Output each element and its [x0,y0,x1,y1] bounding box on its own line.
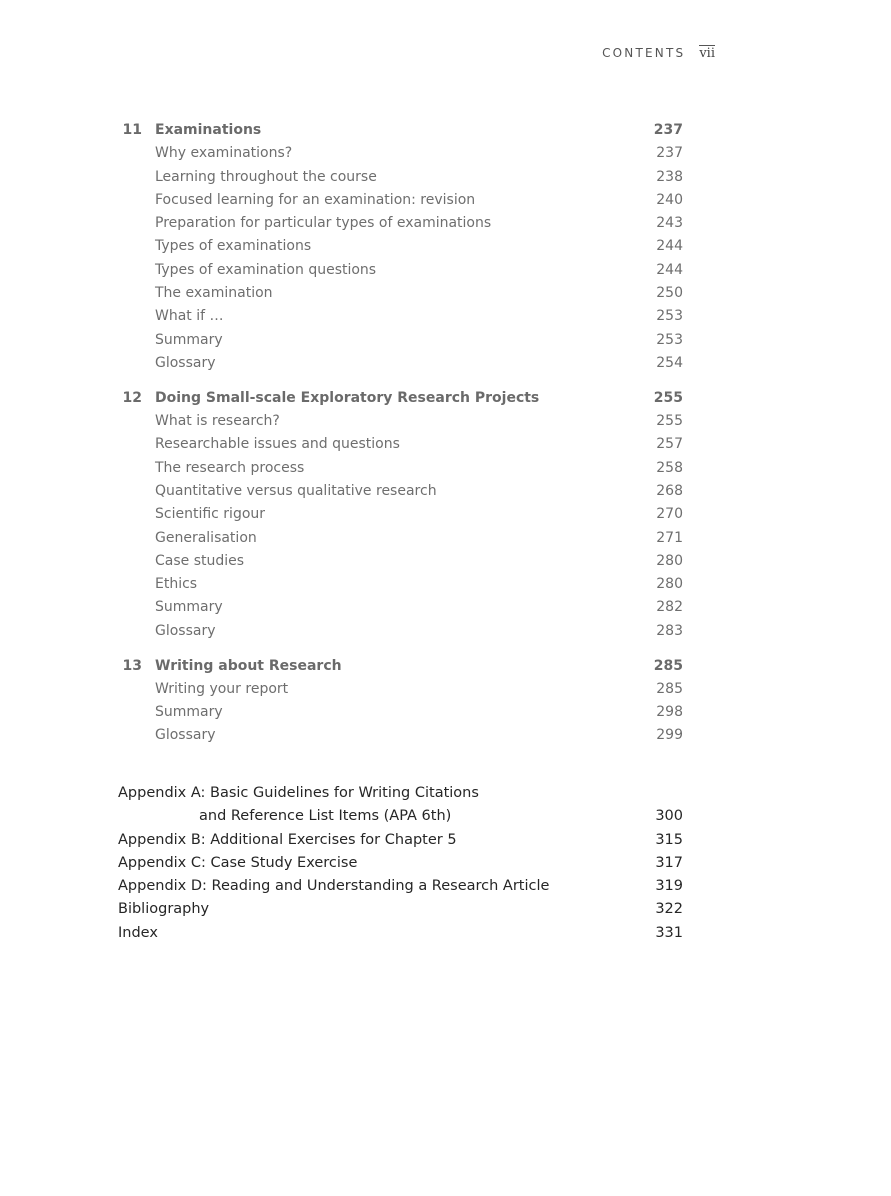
section-page: 285 [656,680,683,697]
back-matter-entry[interactable] [118,782,683,805]
chapter-title: Writing about Research [155,657,342,674]
section-page: 244 [656,261,683,278]
section-entry[interactable] [118,527,683,550]
section-title: Summary [155,599,223,616]
back-matter-entry[interactable] [118,852,683,875]
back-matter-title: Appendix B: Additional Exercises for Chapter 5 [118,831,457,848]
section-entry[interactable] [118,433,683,456]
section-entry[interactable] [118,410,683,433]
section-title: Types of examination questions [155,261,377,278]
section-title: Summary [155,704,223,721]
back-matter-page: 319 [655,878,683,895]
section-title: Focused learning for an examination: revision [155,191,476,208]
chapter-entry[interactable] [118,119,683,142]
section-title: The examination [155,285,273,302]
back-matter-entry[interactable] [118,829,683,852]
chapter-page: 237 [653,122,683,138]
section-page: 257 [656,436,683,453]
section-entry[interactable] [118,189,683,212]
section-entry[interactable] [118,352,683,375]
section-title: Writing your report [155,680,289,697]
section-title: Researchable issues and questions [155,436,400,453]
section-entry[interactable] [118,573,683,596]
section-page: 270 [656,506,683,523]
back-matter-page: 322 [655,901,683,918]
section-page: 299 [656,727,683,744]
section-page: 244 [656,238,683,255]
section-page: 280 [656,552,683,569]
table-of-contents [118,119,683,748]
page-number: vii [699,46,715,61]
section-title: Glossary [155,622,216,639]
section-page: 240 [656,191,683,208]
back-matter-page: 317 [655,854,683,871]
back-matter-list [118,782,683,945]
section-page: 253 [656,331,683,348]
section-entry[interactable] [118,480,683,503]
section-title: Summary [155,331,223,348]
section-page: 238 [656,168,683,185]
section-title: Learning throughout the course [155,168,377,185]
section-title: Why examinations? [155,145,293,162]
back-matter-entry[interactable] [118,898,683,921]
section-page: 250 [656,285,683,302]
section-title: Scientific rigour [155,506,266,523]
section-entry[interactable] [118,166,683,189]
section-page: 280 [656,576,683,593]
section-entry[interactable] [118,235,683,258]
section-entry[interactable] [118,596,683,619]
back-matter-page: 315 [655,831,683,848]
section-title: Types of examinations [155,238,312,255]
back-matter-title: and Reference List Items (APA 6th) [199,808,452,825]
section-title: Case studies [155,552,245,569]
back-matter-title: Appendix C: Case Study Exercise [118,854,358,871]
section-entry[interactable] [118,724,683,747]
chapter-title: Examinations [155,122,262,138]
chapter-number: 13 [122,657,142,674]
section-entry[interactable] [118,142,683,165]
section-title: Preparation for particular types of examinations [155,215,492,232]
section-entry[interactable] [118,259,683,282]
section-entry[interactable] [118,282,683,305]
section-entry[interactable] [118,503,683,526]
back-matter-entry[interactable] [118,805,683,828]
section-page: 237 [656,145,683,162]
chapter-page: 285 [653,657,683,674]
section-page: 258 [656,459,683,476]
section-title: Ethics [155,576,198,593]
section-entry[interactable] [118,550,683,573]
section-title: What if … [155,308,224,325]
back-matter-page: 331 [655,924,683,941]
chapter-page: 255 [653,389,683,406]
section-entry[interactable] [118,701,683,724]
section-title: Quantitative versus qualitative research [155,482,437,499]
section-page: 254 [656,354,683,371]
section-page: 243 [656,215,683,232]
section-entry[interactable] [118,305,683,328]
chapter-entry[interactable] [118,655,683,678]
section-entry[interactable] [118,457,683,480]
back-matter-entry[interactable] [118,922,683,945]
section-entry[interactable] [118,620,683,643]
back-matter-entry[interactable] [118,875,683,898]
chapter-number: 11 [122,122,142,138]
section-page: 253 [656,308,683,325]
chapter-number: 12 [122,389,142,406]
section-page: 255 [656,413,683,430]
section-title: Glossary [155,354,216,371]
section-title: What is research? [155,413,280,430]
section-entry[interactable] [118,678,683,701]
back-matter-title: Appendix D: Reading and Understanding a Research Article [118,878,550,895]
section-entry[interactable] [118,212,683,235]
section-page: 298 [656,704,683,721]
section-page: 271 [656,529,683,546]
back-matter-title: Bibliography [118,901,210,918]
section-page: 282 [656,599,683,616]
running-head-label: CONTENTS [602,46,686,60]
chapter-entry[interactable] [118,387,683,410]
section-entry[interactable] [118,329,683,352]
chapter-title: Doing Small-scale Exploratory Research Projects [155,389,540,406]
section-page: 283 [656,622,683,639]
section-title: The research process [155,459,305,476]
section-title: Glossary [155,727,216,744]
back-matter-page: 300 [655,808,683,825]
back-matter-title: Appendix A: Basic Guidelines for Writing Citations [118,785,479,801]
section-title: Generalisation [155,529,257,546]
section-page: 268 [656,482,683,499]
running-head [602,45,715,60]
back-matter-title: Index [118,924,158,941]
